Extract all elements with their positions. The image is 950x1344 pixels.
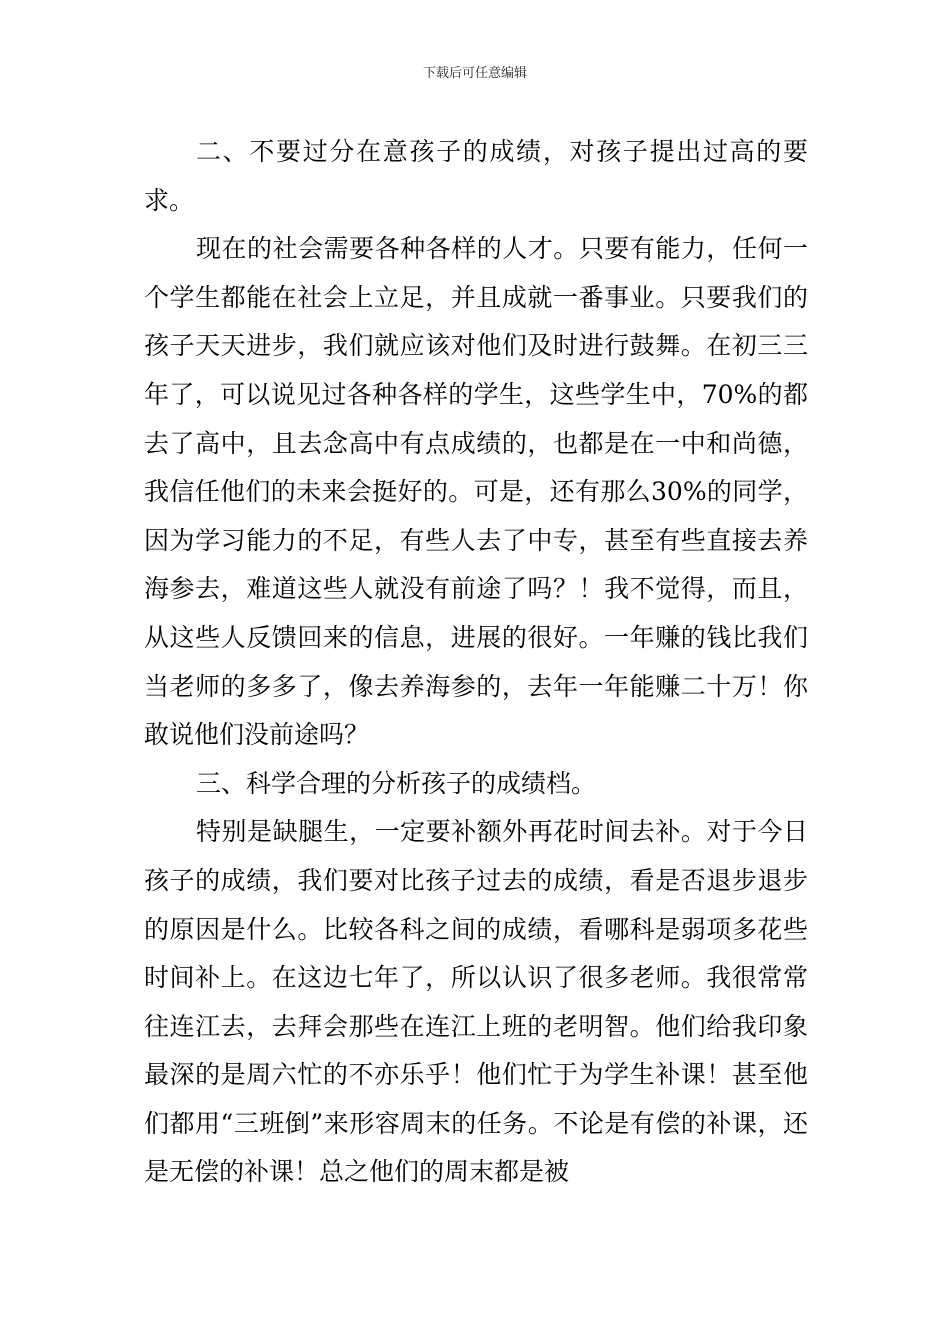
paragraph-talent: 现在的社会需要各种各样的人才。只要有能力，任何一个学生都能在社会上立足，并且成就一番事业。只要我们的孩子天天进步，我们就应该对他们及时进行鼓舞。在初三三年了，可以说见过各种各样的学生，这些学生中，70%的都去了高中，且去念高中有点成绩的，也都是在一中和尚德，我信任他们的未来会挺好的。可是，还有那么30%的同学，因为学习能力的不足，有些人去了中专，甚至有些直接去养海参去，难道这些人就没有前途了吗？！我不觉得，而且，从这些人反馈回来的信息，进展的很好。一年赚的钱比我们当老师的多多了，像去养海参的，去年一年能赚二十万！你敢说他们没前途吗？ (144, 234, 808, 750)
document-body (144, 128, 808, 1197)
heading-three: 三、科学合理的分析孩子的成绩档。 (196, 768, 597, 798)
paragraph-tutoring: 特别是缺腿生，一定要补额外再花时间去补。对于今日孩子的成绩，我们要对比孩子过去的成绩，看是否退步退步的原因是什么。比较各科之间的成绩，看哪科是弱项多花些时间补上。在这边七年了，所以认识了很多老师。我很常常往连江去，去拜会那些在连江上班的老明智。他们给我印象最深的是周六忙的不亦乐乎！他们忙于为学生补课！甚至他们都用“三班倒”来形容周末的任务。不论是有偿的补课，还是无偿的补课！总之他们的周末都是被 (144, 817, 808, 1187)
page-header: 下载后可任意编辑 (422, 66, 527, 81)
heading-two: 二、不要过分在意孩子的成绩，对孩子提出过高的要求。 (144, 137, 808, 215)
